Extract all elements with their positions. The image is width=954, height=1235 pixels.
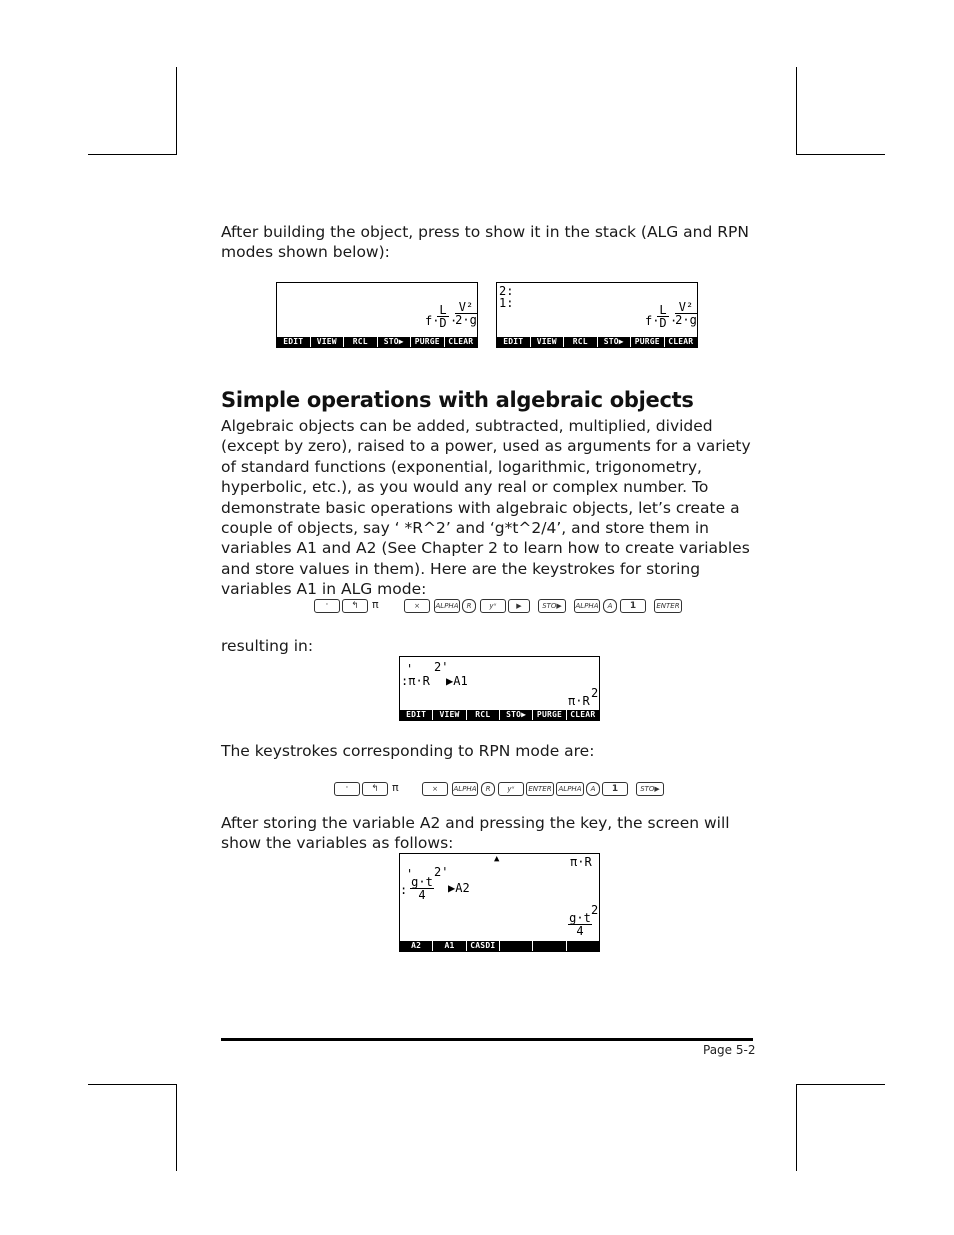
stack-level-2-value: π·R [570,855,592,869]
tick-mark: ' [406,662,414,676]
calculator-screen-alg: f· L D · V² 2·g EDIT VIEW RCL STO▶ PURGE CLEAR [276,282,478,348]
store-target: ▶A2 [448,881,470,895]
menu-key-empty-4[interactable] [500,941,533,951]
key-sto: STO▶ [636,782,664,796]
menu-key-view[interactable]: VIEW [531,337,565,347]
key-tick: ' [334,782,360,796]
exponent-label: 2' [434,865,449,879]
expr-prefix: f· [645,314,660,328]
footer-rule [221,1038,753,1041]
key-r: R [462,599,476,613]
soft-menu-bar [400,710,599,720]
key-1: 1 [620,599,646,613]
section-heading: Simple operations with algebraic objects [221,388,694,412]
intro-paragraph: After building the object, press to show it in the stack (ALG and RPN modes shown below): [221,223,749,262]
store-expression: :π·R [401,674,430,688]
section-body-paragraph: Algebraic objects can be added, subtracted, multiplied, divided (except by zero), raised to a power, used as arguments for a variety of standard functions (exponential, logarithmic, trigonometry, hyperbolic, etc.), as you would any real or complex number. To demonstrate basic operations with algebraic objects, let’s create a couple of objects, say ‘ *R^2’ and ‘g*t^2/4’, and store them in variables A1 and A2 (See Chapter 2 to learn how to create variables and store values in them). Here are the keystrokes for storing variables A1 in ALG mode: [221,417,751,599]
crop-mark-bottom-left-horizontal [88,1084,176,1085]
menu-key-edit[interactable]: EDIT [497,337,531,347]
after-storing-paragraph: After storing the variable A2 and pressing the key, the screen will show the variables as follows: [221,814,730,853]
calculator-screen-store-a1 [399,656,600,721]
crop-mark-top-right-horizontal [797,154,885,155]
soft-menu-bar [277,337,477,347]
calculator-screen-rpn: 2: 1: f· L D · V² 2·g EDIT VIEW RCL STO▶ PURGE CLEAR [496,282,698,348]
resulting-in-label: resulting in: [221,637,314,655]
menu-key-clear[interactable]: CLEAR [448,337,474,346]
menu-key-a1[interactable]: A1 [433,941,466,951]
key-left-shift: ↰ [362,782,388,796]
crop-mark-top-left-vertical [176,67,177,155]
key-r: R [481,782,495,796]
crop-mark-top-left-horizontal [88,154,176,155]
store-target: ▶A1 [446,674,468,688]
fraction-l-over-d: L D [437,304,449,329]
menu-key-clear[interactable]: CLEAR [668,337,694,346]
crop-mark-top-right-vertical [796,67,797,155]
key-alpha: ALPHA [574,599,600,613]
menu-key-sto[interactable]: STO▶ [378,337,412,347]
stack-level-1-fraction: g·t 4 [569,911,591,938]
menu-key-rcl[interactable]: RCL [564,337,598,347]
menu-key-view[interactable]: VIEW [433,710,466,720]
menu-key-purge[interactable]: PURGE [631,337,665,347]
crop-mark-bottom-left-vertical [176,1084,177,1171]
menu-key-empty-6[interactable] [567,941,599,951]
key-a: A [586,782,600,796]
key-times: × [422,782,448,796]
key-power: yˣ [480,599,506,613]
scroll-up-indicator: ▲ [494,854,500,864]
key-power: yˣ [498,782,524,796]
exponent-label: 2' [434,660,449,674]
menu-key-a2[interactable]: A2 [400,941,433,951]
pi-label: π [372,598,379,611]
key-left-shift: ↰ [342,599,368,613]
variables-menu-bar [400,941,599,951]
crop-mark-bottom-right-horizontal [797,1084,885,1085]
fraction-v2-over-2g: V² 2·g [455,300,477,327]
key-alpha: ALPHA [452,782,478,796]
menu-key-casdir[interactable]: CASDI [467,941,500,951]
crop-mark-bottom-right-vertical [796,1084,797,1171]
menu-key-edit[interactable]: EDIT [400,710,433,720]
key-enter: ENTER [654,599,682,613]
key-sto: STO▶ [538,599,566,613]
stack-level-1-exponent: 2 [591,903,599,917]
fraction-gt-over-4: g·t 4 [411,875,433,902]
fraction-v2-over-2g: V² 2·g [675,300,697,327]
stack-result-exponent: 2 [591,686,599,700]
tick-mark: ' [406,867,414,881]
key-tick: ' [314,599,340,613]
menu-key-edit[interactable]: EDIT [277,337,311,347]
calculator-screen-variables: ▲ π·R ' : g·t 4 2' ▶A2 g·t 4 2 A2 A1 CASDI [400,854,599,950]
fraction-l-over-d: L D [657,304,669,329]
keystroke-sequence-rpn [334,782,674,796]
menu-key-sto[interactable]: STO▶ [500,710,533,720]
menu-key-clear[interactable]: CLEAR [570,710,596,719]
expr-prefix: f· [425,314,440,328]
rpn-keystrokes-label: The keystrokes corresponding to RPN mode are: [221,742,595,760]
pi-label: π [392,781,399,794]
key-enter: ENTER [526,782,554,796]
menu-key-rcl[interactable]: RCL [467,710,500,720]
menu-key-purge[interactable]: PURGE [533,710,566,720]
key-right-arrow: ▶ [508,599,530,613]
key-times: × [404,599,430,613]
key-a: A [603,599,617,613]
page-number: Page 5-2 [703,1043,756,1057]
key-alpha: ALPHA [434,599,460,613]
menu-key-empty-5[interactable] [533,941,566,951]
key-1: 1 [602,782,628,796]
soft-menu-bar [497,337,697,347]
menu-key-sto[interactable]: STO▶ [598,337,632,347]
keystroke-sequence-alg [314,599,684,613]
stack-level-1: 1: [499,296,514,310]
stack-result: π·R [568,694,590,708]
stack-level-2: 2: [499,284,514,298]
menu-key-purge[interactable]: PURGE [411,337,445,347]
menu-key-rcl[interactable]: RCL [344,337,378,347]
key-alpha: ALPHA [556,782,584,796]
menu-key-view[interactable]: VIEW [311,337,345,347]
